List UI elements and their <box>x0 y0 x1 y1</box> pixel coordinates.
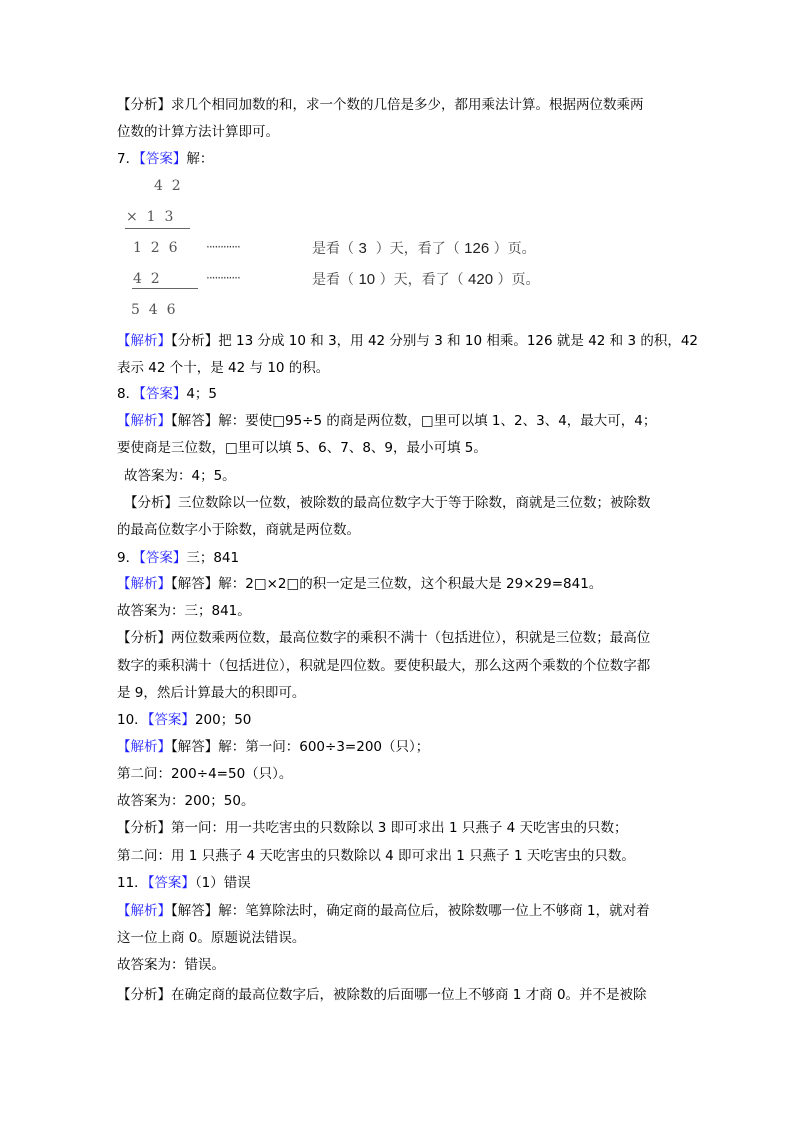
multiplier: × 1 3 <box>126 209 174 225</box>
text-segment: 【解答】解：笔算除法时，确定商的最高位后，被除数哪一位上不够商 1，就对着 <box>171 903 650 919</box>
answer-label: 【答案】 <box>139 386 187 402</box>
text-line <box>117 411 656 431</box>
text-line <box>117 818 628 838</box>
underline <box>125 228 190 229</box>
text-segment: 第二问：用 1 只燕子 4 天吃害虫的只数除以 4 即可求出 1 只燕子 1 天吃害虫的只数。 <box>117 848 635 864</box>
text-segment: 11． <box>117 875 148 891</box>
answer-label: 【答案】 <box>139 550 187 566</box>
text-segment: 4；5 <box>186 386 218 402</box>
text-segment: 【分析】两位数乘两位数，最高位数字的乘积不满十（包括进位），积就是三位数；最高位 <box>117 630 651 646</box>
text-line <box>117 710 251 730</box>
text-segment: 第二问：200÷4=50（只）。 <box>117 766 293 782</box>
text-segment: 的最高位数字小于除数，商就是两位数。 <box>117 522 360 538</box>
text-line <box>117 955 225 975</box>
dotted-leader: ············ <box>206 240 240 254</box>
text-segment: 9． <box>117 550 140 566</box>
text-segment: 10． <box>117 712 148 728</box>
text-line <box>117 574 602 594</box>
text-segment: 7． <box>117 151 140 167</box>
text-line <box>117 438 487 458</box>
text-line <box>117 901 650 921</box>
text-segment: 数字的乘积满十（包括进位），积就是四位数。要使积最大，那么这两个乘数的个位数字都 <box>117 658 651 674</box>
partial-product-1: 1 2 6 <box>133 240 178 256</box>
multiplicand: 4 2 <box>154 178 181 194</box>
partial-product-2: 4 2 <box>133 271 160 287</box>
text-segment: 【分析】把 13 分成 10 和 3，用 42 分别与 3 和 10 相乘。126 就是 42 和 3 的积，42 <box>171 333 699 349</box>
text-line <box>117 520 360 540</box>
text-segment: 【解答】解：2□×2□的积一定是三位数，这个积最大是 29×29=841。 <box>171 576 603 592</box>
answer-label: 【解析】 <box>117 739 171 755</box>
answer-label: 【解析】 <box>117 333 171 349</box>
text-segment: 三；841 <box>186 550 240 566</box>
text-line <box>124 466 236 486</box>
text-line <box>124 493 651 513</box>
text-line <box>117 737 429 757</box>
text-line <box>117 985 647 1005</box>
text-line <box>117 548 239 568</box>
text-segment: 200；50 <box>194 712 252 728</box>
text-line <box>117 683 305 703</box>
dotted-leader: ············ <box>206 271 240 285</box>
text-line <box>117 656 650 676</box>
explanation-1: 是看（ 3 ）天，看了（ 126 ）页。 <box>312 240 536 257</box>
text-line <box>117 331 698 351</box>
text-line <box>117 358 329 378</box>
text-line <box>117 384 217 404</box>
answer-label: 【解析】 <box>117 903 171 919</box>
text-segment: 这一位上商 0。原题说法错误。 <box>117 930 306 946</box>
answer-label: 【答案】 <box>139 151 187 167</box>
text-line <box>117 928 305 948</box>
underline <box>132 288 198 289</box>
answer-label: 【答案】 <box>147 875 195 891</box>
text-segment: 故答案为：200；50。 <box>117 793 255 809</box>
text-segment: 【分析】在确定商的最高位数字后，被除数的后面哪一位上不够商 1 才商 0。并不是被除 <box>117 987 647 1003</box>
text-line <box>117 122 279 142</box>
text-line <box>117 149 213 169</box>
text-segment: 故答案为：三；841。 <box>117 603 251 619</box>
text-segment: 8． <box>117 386 140 402</box>
answer-label: 【解析】 <box>117 413 171 429</box>
text-segment: 故答案为：4；5。 <box>124 468 236 484</box>
text-line <box>117 791 254 811</box>
text-segment: 位数的计算方法计算即可。 <box>117 124 279 140</box>
text-line <box>117 95 644 115</box>
text-line <box>117 873 251 893</box>
text-line <box>117 764 292 784</box>
text-segment: 是 9，然后计算最大的积即可。 <box>117 685 306 701</box>
text-segment: 【解答】解：要使□95÷5 的商是两位数，□里可以填 1、2、3、4，最大可，4； <box>171 413 657 429</box>
text-segment: 故答案为：错误。 <box>117 957 225 973</box>
answer-label: 【答案】 <box>147 712 195 728</box>
answer-label: 【解析】 <box>117 576 171 592</box>
text-line <box>117 628 650 648</box>
text-segment: 要使商是三位数，□里可以填 5、6、7、8、9，最小可填 5。 <box>117 440 487 456</box>
text-segment: 【分析】三位数除以一位数，被除数的最高位数字大于等于除数，商就是三位数；被除数 <box>124 495 651 511</box>
product: 5 4 6 <box>131 302 176 318</box>
text-line <box>117 846 635 866</box>
text-segment: 【分析】第一问：用一共吃害虫的只数除以 3 即可求出 1 只燕子 4 天吃害虫的只数； <box>117 820 628 836</box>
explanation-2: 是看（ 10 ）天，看了（ 420 ）页。 <box>312 271 540 288</box>
text-segment: 解： <box>186 151 214 167</box>
text-segment: （1）错误 <box>194 875 251 891</box>
text-segment: 表示 42 个十，是 42 与 10 的积。 <box>117 360 330 376</box>
text-line <box>117 601 251 621</box>
text-segment: 【解答】解：第一问：600÷3=200（只）； <box>171 739 430 755</box>
text-segment: 【分析】求几个相同加数的和，求一个数的几倍是多少，都用乘法计算。根据两位数乘两 <box>117 97 644 113</box>
